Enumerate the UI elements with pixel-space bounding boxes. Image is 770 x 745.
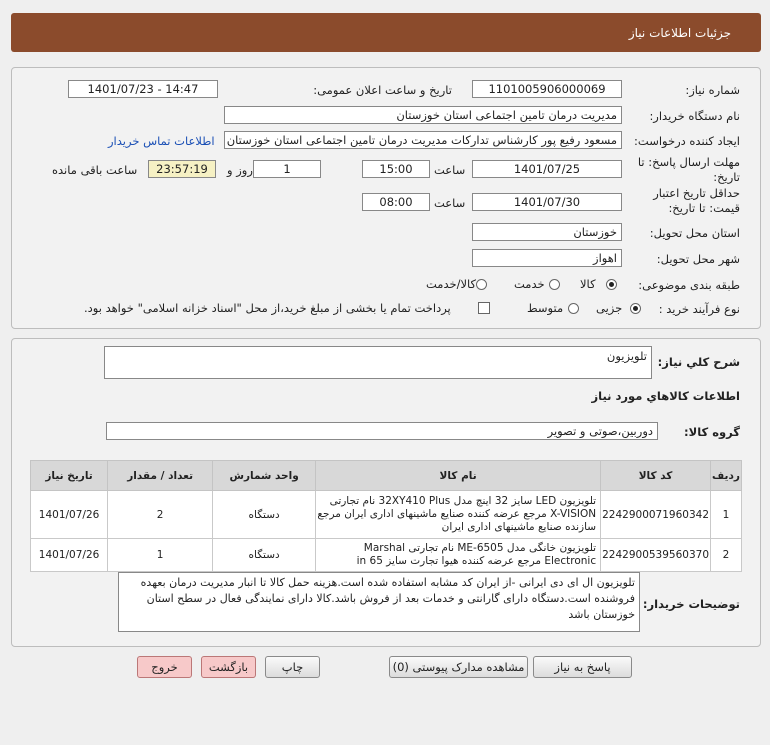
category-radio-goods[interactable] (606, 279, 617, 290)
col-qty: تعداد / مقدار (108, 461, 213, 491)
reply-date-field: 1401/07/25 (472, 160, 622, 178)
process-radio-minor[interactable] (630, 303, 641, 314)
remaining-time-field: 23:57:19 (148, 160, 216, 178)
table-header-row (31, 461, 742, 491)
announce-field: 1401/07/23 - 14:47 (68, 80, 218, 98)
contact-buyer-link[interactable]: اطلاعات تماس خریدار (108, 134, 215, 148)
row-code: 2242900539560370 (601, 539, 711, 572)
validity-time-field: 08:00 (362, 193, 430, 211)
announce-label: تاریخ و ساعت اعلان عمومی: (313, 83, 452, 97)
reply-deadline-label: مهلت ارسال پاسخ: تا تاریخ: (637, 155, 740, 184)
treasury-payment-checkbox[interactable] (478, 302, 490, 314)
row-qty: 1 (108, 539, 213, 572)
col-date: تاریخ نیاز (31, 461, 108, 491)
col-name: نام کالا (316, 461, 601, 491)
attachments-button[interactable]: مشاهده مدارک پیوستی (0) (389, 656, 528, 678)
exit-button[interactable]: خروج (137, 656, 192, 678)
reply-button[interactable]: پاسخ به نیاز (533, 656, 632, 678)
page-header (11, 13, 761, 52)
buyer-notes-label: توضیحات خریدار: (642, 597, 740, 611)
row-date: 1401/07/26 (31, 539, 108, 572)
category-option-goods: کالا (580, 277, 596, 291)
print-button[interactable]: چاپ (265, 656, 320, 678)
process-option-minor: جزیی (596, 301, 623, 315)
goods-group-field: دوربین،صوتی و تصویر (106, 422, 658, 440)
table-row (31, 491, 742, 539)
days-field: 1 (253, 160, 321, 178)
days-label: روز و (227, 163, 253, 177)
need-number-field: 1101005906000069 (472, 80, 622, 98)
reply-time-label: ساعت (434, 163, 466, 177)
row-qty: 2 (108, 491, 213, 539)
city-label: شهر محل تحویل: (656, 252, 740, 266)
reply-time-field: 15:00 (362, 160, 430, 178)
table-row (31, 539, 742, 572)
row-date: 1401/07/26 (31, 491, 108, 539)
goods-group-label: گروه کالا: (684, 425, 740, 439)
back-button[interactable]: بازگشت (201, 656, 256, 678)
row-unit: دستگاه (213, 491, 316, 539)
validity-time-label: ساعت (434, 196, 466, 210)
row-code: 2242900071960342 (601, 491, 711, 539)
remaining-label: ساعت باقی مانده (52, 163, 138, 177)
buyer-org-label: نام دستگاه خریدار: (649, 109, 740, 123)
category-radio-service[interactable] (549, 279, 560, 290)
process-label: نوع فرآیند خرید : (658, 302, 740, 316)
process-option-medium: متوسط (527, 301, 564, 315)
category-option-service: خدمت (514, 277, 545, 291)
validity-date-field: 1401/07/30 (472, 193, 622, 211)
col-unit: واحد شمارش (213, 461, 316, 491)
category-option-both: کالا/خدمت (426, 277, 477, 291)
need-summary-label: شرح کلي نياز: (657, 355, 740, 369)
need-number-label: شماره نیاز: (685, 83, 740, 97)
row-name: تلویزیون LED سایز 32 اینچ مدل 32XY410 Plus نام تجارتی X-VISION مرجع عرضه کننده صنایع ماشینهای اداری ایران مرجع سازنده صنایع ماشینهای اداری ایران (316, 491, 601, 539)
city-field: اهواز (472, 249, 622, 267)
need-summary-field: تلویزیون (104, 346, 652, 379)
page-title: جزئیات اطلاعات نیاز (628, 26, 731, 40)
col-index: ردیف (711, 461, 742, 491)
row-index: 1 (711, 491, 742, 539)
category-radio-both[interactable] (476, 279, 487, 290)
validity-label: حداقل تاریخ اعتبار قیمت: تا تاریخ: (653, 186, 740, 215)
creator-label: ایجاد کننده درخواست: (634, 134, 740, 148)
col-code: کد کالا (601, 461, 711, 491)
process-radio-medium[interactable] (568, 303, 579, 314)
buyer-org-field: مدیریت درمان تامین اجتماعی استان خوزستان (224, 106, 622, 124)
category-label: طبقه بندی موضوعی: (638, 278, 740, 292)
goods-table (30, 460, 742, 572)
treasury-payment-note: پرداخت تمام یا بخشی از مبلغ خرید،از محل "اسناد خزانه اسلامی" خواهد بود. (84, 301, 451, 315)
goods-info-heading: اطلاعات کالاهاي مورد نياز (591, 389, 740, 403)
province-label: استان محل تحویل: (649, 226, 740, 240)
row-index: 2 (711, 539, 742, 572)
row-unit: دستگاه (213, 539, 316, 572)
row-name: تلویزیون خانگی مدل ME-6505 نام تجارتی Marshal Electronic مرجع عرضه کننده هیوا تجارت سایز 65 in (316, 539, 601, 572)
buyer-notes-field: تلویزیون ال ای دی ایرانی -از ایران کد مشابه استفاده شده است.هزینه حمل کالا تا انبار مدیریت درمان بعهده فروشنده است.دستگاه دارای گارانتی و خدمات بعد از فروش باشد.کالا دارای نمایندگی فعال در سطح استان خوزستان باشد (118, 572, 640, 632)
creator-field: مسعود رفیع پور کارشناس تدارکات مدیریت درمان تامین اجتماعی استان خوزستان (224, 131, 622, 149)
province-field: خوزستان (472, 223, 622, 241)
